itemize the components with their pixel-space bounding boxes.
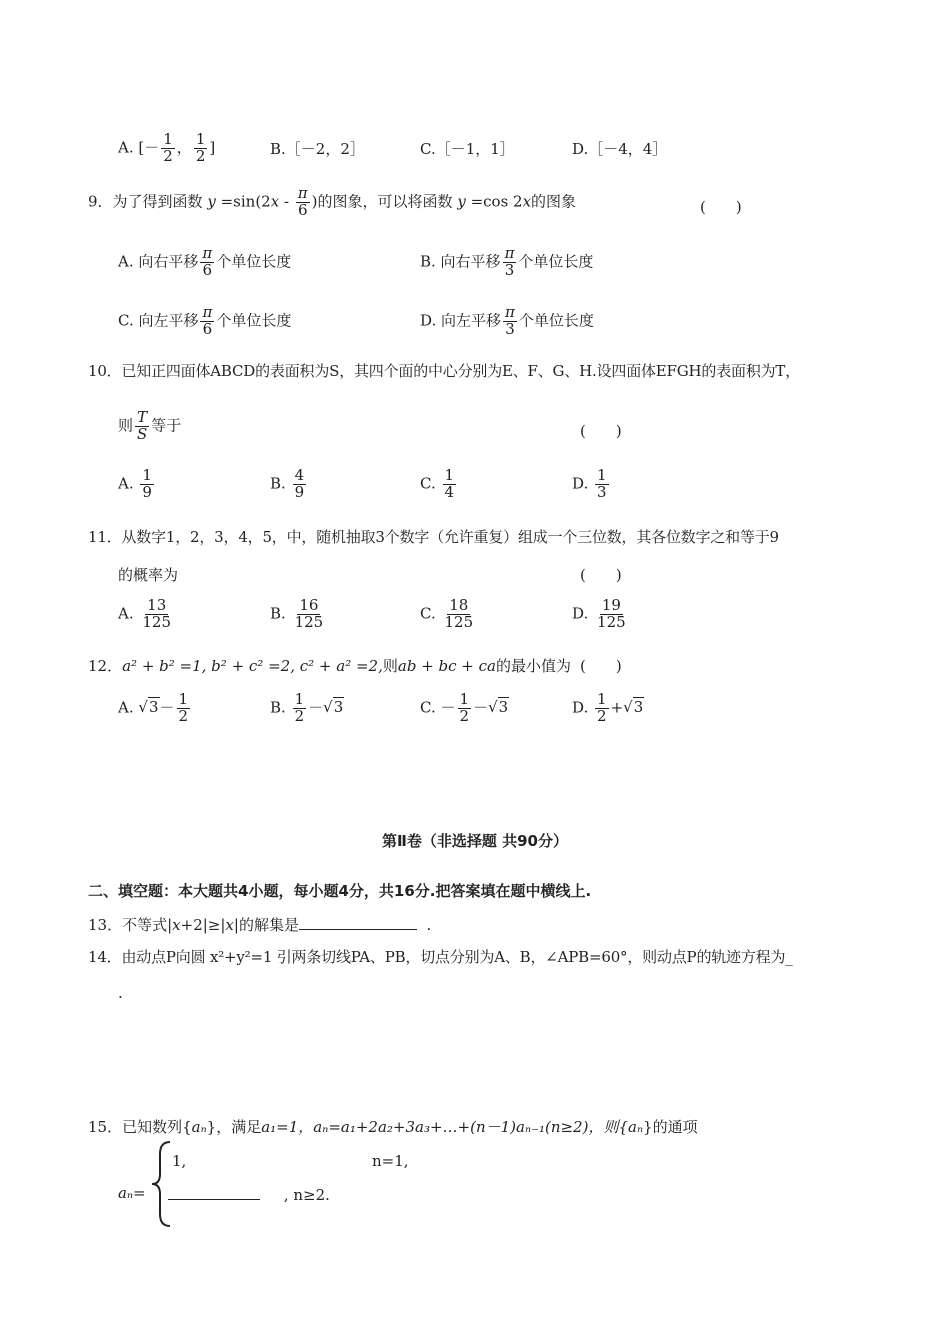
q9-stem: 9．为了得到函数 y =sin(2x - $\frac{\pi}{6}$ )的图象，可以将函数 y =cos 2x的图象 (88, 184, 577, 219)
sqrt-symbol: √3 (138, 698, 159, 717)
q11-option-b: B. $\frac{16}{125}$ (270, 596, 324, 631)
q12-option-b: B. $\frac{1}{2}$ －√3 (270, 690, 344, 725)
q9-answer-paren: ( ) (700, 198, 742, 216)
section-title: 第Ⅱ卷（非选择题 共90分） (382, 832, 568, 850)
left-brace-icon (150, 1140, 174, 1228)
q8-option-a: A. [－ $\frac{1}{2}$ ， $\frac{1}{2}$ ] (118, 130, 216, 165)
q15-case2: , n≥2. (168, 1186, 330, 1204)
q10-option-b: B. $\frac{4}{9}$ (270, 466, 305, 501)
q9-option-b: B. 向右平移 $\frac{\pi}{3}$ 个单位长度 (420, 244, 594, 279)
q11-option-d: D. $\frac{19}{125}$ (572, 596, 626, 631)
sqrt-symbol: √3 (623, 698, 644, 717)
q11-stem: 11．从数字1，2，3，4，5，中，随机抽取3个数字（允许重复）组成一个三位数，其各位数字之和等于9 (88, 528, 779, 546)
q11-answer-paren: ( ) (580, 566, 622, 584)
q11-option-a: A. $\frac{13}{125}$ (118, 596, 172, 631)
q8-option-b: B.［－2，2］ (270, 140, 365, 158)
q13-stem: 13．不等式|x+2|≥|x|的解集是 . (88, 916, 432, 934)
q12-option-d: D. $\frac{1}{2}$ +√3 (572, 690, 644, 725)
q12-answer-paren: ( ) (580, 657, 622, 675)
q10-option-a: A. $\frac{1}{9}$ (118, 466, 152, 501)
q11-stem-2: 的概率为 (118, 566, 179, 584)
q12-stem: 12．a² + b² =1, b² + c² =2, c² + a² =2,则ab + bc + ca的最小值为 (88, 657, 571, 675)
q15-stem: 15．已知数列{aₙ}，满足a₁=1，aₙ=a₁+2a₂+3a₃+…+(n－1)aₙ₋₁(n≥2)，则{aₙ}的通项 (88, 1118, 698, 1136)
q9-option-a: A. 向右平移 $\frac{\pi}{6}$ 个单位长度 (118, 244, 292, 279)
q10-option-d: D. $\frac{1}{3}$ (572, 466, 607, 501)
q10-stem-2: 则 $\frac{T}{S}$ 等于 (118, 408, 182, 443)
q9-option-d: D. 向左平移 $\frac{\pi}{3}$ 个单位长度 (420, 303, 594, 338)
q15-an-label: aₙ= (118, 1184, 146, 1202)
section-heading: 二、填空题：本大题共4小题，每小题4分，共16分.把答案填在题中横线上. (88, 882, 592, 900)
q8-option-d: D.［－4，4］ (572, 140, 668, 158)
q11-option-c: C. $\frac{18}{125}$ (420, 596, 474, 631)
q8-option-c: C.［－1，1］ (420, 140, 515, 158)
q12-option-a: A. √3－ $\frac{1}{2}$ (118, 690, 189, 725)
q10-answer-paren: ( ) (580, 422, 622, 440)
q12-option-c: C. － $\frac{1}{2}$ －√3 (420, 690, 509, 725)
sqrt-symbol: √3 (323, 698, 344, 717)
q10-option-c: C. $\frac{1}{4}$ (420, 466, 455, 501)
q9-option-c: C. 向左平移 $\frac{\pi}{6}$ 个单位长度 (118, 303, 292, 338)
q10-stem: 10．已知正四面体ABCD的表面积为S，其四个面的中心分别为E、F、G、H.设四面体EFGH的表面积为T， (88, 362, 801, 380)
sqrt-symbol: √3 (488, 698, 509, 717)
q14-stem-2: . (118, 984, 123, 1002)
q15-case1-value: 1, (172, 1152, 187, 1170)
q15-case1-condition: n=1, (372, 1152, 409, 1170)
q14-stem: 14．由动点P向圆 x²+y²=1 引两条切线PA、PB，切点分别为A、B，∠APB=60°，则动点P的轨迹方程为_ (88, 948, 793, 966)
q15-answer-blank[interactable] (168, 1199, 260, 1200)
q13-answer-blank[interactable] (299, 929, 417, 930)
